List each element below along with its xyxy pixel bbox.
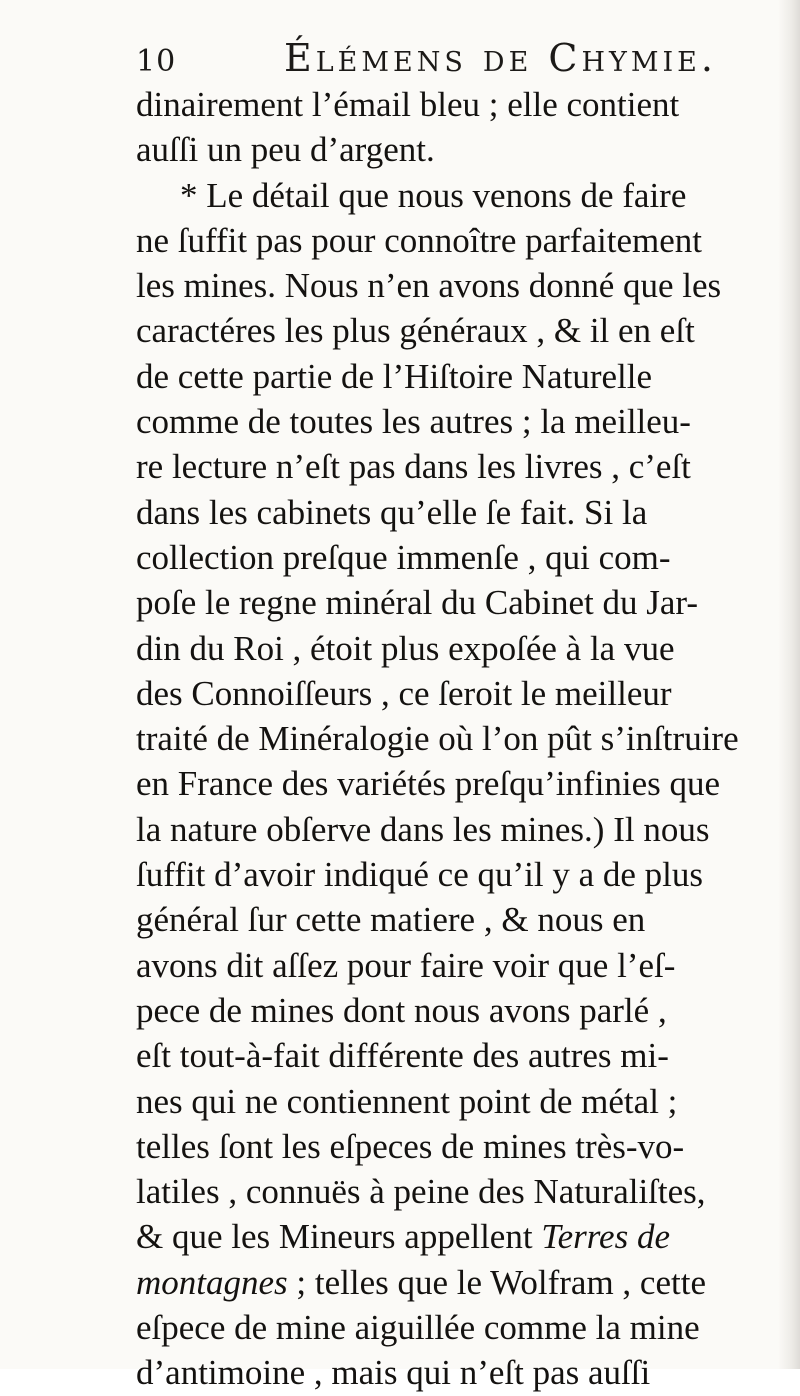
text-run: & que les Mineurs appellent bbox=[136, 1217, 542, 1257]
italic-term: Terres de bbox=[541, 1217, 670, 1257]
text-line: telles ſont les eſpeces de mines très-vo- bbox=[136, 1126, 685, 1166]
text-line: auſſi un peu d’argent. bbox=[136, 130, 435, 170]
page-number: 10 bbox=[136, 44, 177, 79]
text-line: la nature obſerve dans les mines.) Il nous bbox=[136, 809, 710, 849]
body-text bbox=[136, 82, 776, 1396]
text-line: poſe le regne minéral du Cabinet du Jar- bbox=[136, 583, 699, 623]
text-line: eſpece de mine aiguillée comme la mine bbox=[136, 1308, 700, 1348]
text-line: ſuffit d’avoir indiqué ce qu’il y a de plus bbox=[136, 855, 703, 895]
italic-term: montagnes bbox=[136, 1262, 288, 1302]
text-line bbox=[136, 1260, 776, 1305]
text-line: dinairement l’émail bleu ; elle contient bbox=[136, 85, 680, 124]
text-line: général ſur cette matiere , & nous en bbox=[136, 900, 646, 940]
text-line: nes qui ne contiennent point de métal ; bbox=[136, 1081, 678, 1121]
text-line: caractéres les plus généraux , & il en eſt bbox=[136, 311, 695, 351]
text-line: comme de toutes les autres ; la meilleu- bbox=[136, 402, 691, 442]
running-title: Élémens de Chymie. bbox=[284, 36, 717, 80]
text-line: pece de mines dont nous avons parlé , bbox=[136, 990, 667, 1030]
text-line: en France des variétés preſqu’infinies que bbox=[136, 764, 721, 804]
text-line: traité de Minéralogie où l’on pût s’inſtruire bbox=[136, 719, 739, 759]
text-line: eſt tout-à-fait différente des autres mi- bbox=[136, 1036, 669, 1076]
text-run: ; telles que le Wolfram , cette bbox=[287, 1262, 706, 1302]
text-line: les mines. Nous n’en avons donné que les bbox=[136, 266, 722, 306]
text-line: ne ſuffit pas pour connoître parfaitement bbox=[136, 220, 702, 260]
page-edge-shadow bbox=[778, 0, 800, 1369]
text-line: * Le détail que nous venons de faire bbox=[180, 175, 687, 215]
text-line: avons dit aſſez pour faire voir que l’eſ- bbox=[136, 945, 676, 985]
text-line: d’antimoine , mais qui n’eſt pas auſſi bbox=[136, 1353, 651, 1393]
text-line: collection preſque immenſe , qui com- bbox=[136, 537, 671, 577]
page-header bbox=[136, 32, 756, 82]
text-line: re lecture n’eſt pas dans les livres , c’eſt bbox=[136, 447, 691, 487]
text-line bbox=[136, 1214, 776, 1259]
text-line: din du Roi , étoit plus expoſée à la vue bbox=[136, 628, 675, 668]
text-line: latiles , connuës à peine des Naturaliſtes, bbox=[136, 1172, 706, 1212]
text-line: dans les cabinets qu’elle ſe fait. Si la bbox=[136, 492, 648, 532]
text-line: de cette partie de l’Hiſtoire Naturelle bbox=[136, 356, 652, 396]
text-line: des Connoiſſeurs , ce ſeroit le meilleur bbox=[136, 673, 672, 713]
